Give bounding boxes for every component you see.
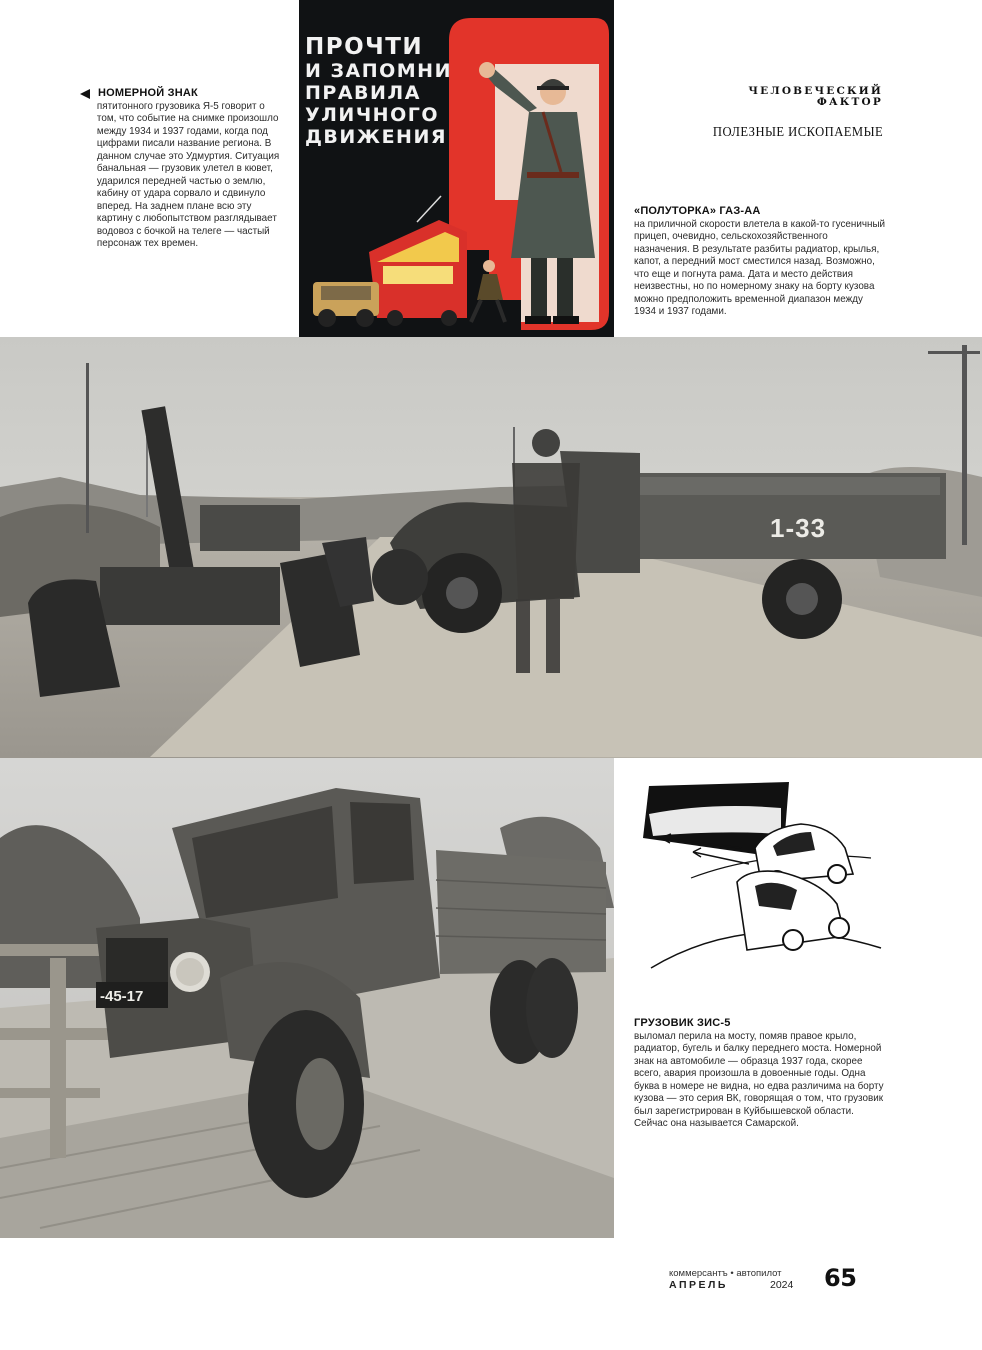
poster-title-line-5: ДВИЖЕНИЯ (305, 126, 447, 148)
section-title: ПОЛЕЗНЫЕ ИСКОПАЕМЫЕ (712, 125, 883, 140)
car-lower-icon (737, 871, 849, 950)
poster-title-line-2: И ЗАПОМНИ (305, 60, 452, 82)
issue-month: АПРЕЛЬ (669, 1279, 728, 1291)
caption-text: выломал перила на мосту, помяв правое крыло, радиатор, бугель и балку переднего моста. Номерной знак на автомобиле — образца 1937 года, скорее всего, авария произошла в довоенные годы. Одна буква в номере не видна, но едва различима на борту кузова — это серия ВК, говорящая о том, что грузовик был зарегистрирован в Куйбышевской области. Сейчас она называется Самарской. (634, 1029, 884, 1129)
skid-diagram-illustration (631, 778, 886, 973)
caption-heading: «ПОЛУТОРКА» ГАЗ-АА (634, 205, 761, 217)
poster-title-line-3: ПРАВИЛА (305, 82, 421, 104)
issue-year: 2024 (770, 1279, 794, 1291)
caption-license-plate (80, 87, 283, 250)
section-header (694, 86, 883, 141)
pointer-arrow-icon (80, 89, 90, 99)
caption-heading: ГРУЗОВИК ЗИС-5 (634, 1017, 731, 1029)
zis-license-plate: -45-17 (100, 988, 144, 1005)
page-footer (669, 1264, 884, 1294)
rubric-line-1: ЧЕЛОВЕЧЕСКИЙ (748, 85, 883, 97)
caption-text: пятитонного грузовика Я-5 говорит о том, что событие на снимке произошло между 1934 и 1937 годами, когда под цифрами писали название региона. В данном случае это Удмуртия. Ситуация банальная — грузовик улетел в кювет, ударился передней частью о землю, кабину от удара сорвало и сдвинуло вперед. На заднем плане всю эту картину с любопытством разглядывает водовоз с бочкой на телеге — частый персонаж тех времен. (96, 99, 280, 249)
poster-title-line-4: УЛИЧНОГО (305, 104, 439, 126)
caption-text: на приличной скорости влетела в какой-то гусеничный прицеп, очевидно, сельскохозяйственного назначения. В результате разбиты радиатор, крылья, капот, а передний мост сместился назад. Возможно, что еще и погнута рама. Дата и место действия неизвестны, но по номерному знаку на борту кузова можно предположить временной диапазон между 1934 и 1937 годами. (634, 217, 886, 317)
traffic-rules-poster (299, 0, 614, 337)
rubric-line-2: ФАКТОР (816, 96, 883, 108)
skid-diagram-image (631, 778, 886, 973)
crash-truck-number: 1-33 (770, 513, 827, 543)
caption-heading: НОМЕРНОЙ ЗНАК (80, 87, 283, 100)
photo-gaz-crash (0, 337, 982, 758)
publication-name: коммерсантъ • автопилот (669, 1268, 782, 1279)
photo-zis5-bridge-image (0, 758, 614, 1238)
car-illustration (313, 282, 379, 327)
caption-gaz-aa (634, 205, 886, 318)
page-number: 65 (824, 1264, 857, 1292)
poster-title-line-1: ПРОЧТИ (305, 34, 424, 60)
caption-zis5 (634, 1017, 886, 1130)
photo-zis5-bridge (0, 758, 614, 1238)
photo-gaz-crash-image (0, 337, 982, 758)
